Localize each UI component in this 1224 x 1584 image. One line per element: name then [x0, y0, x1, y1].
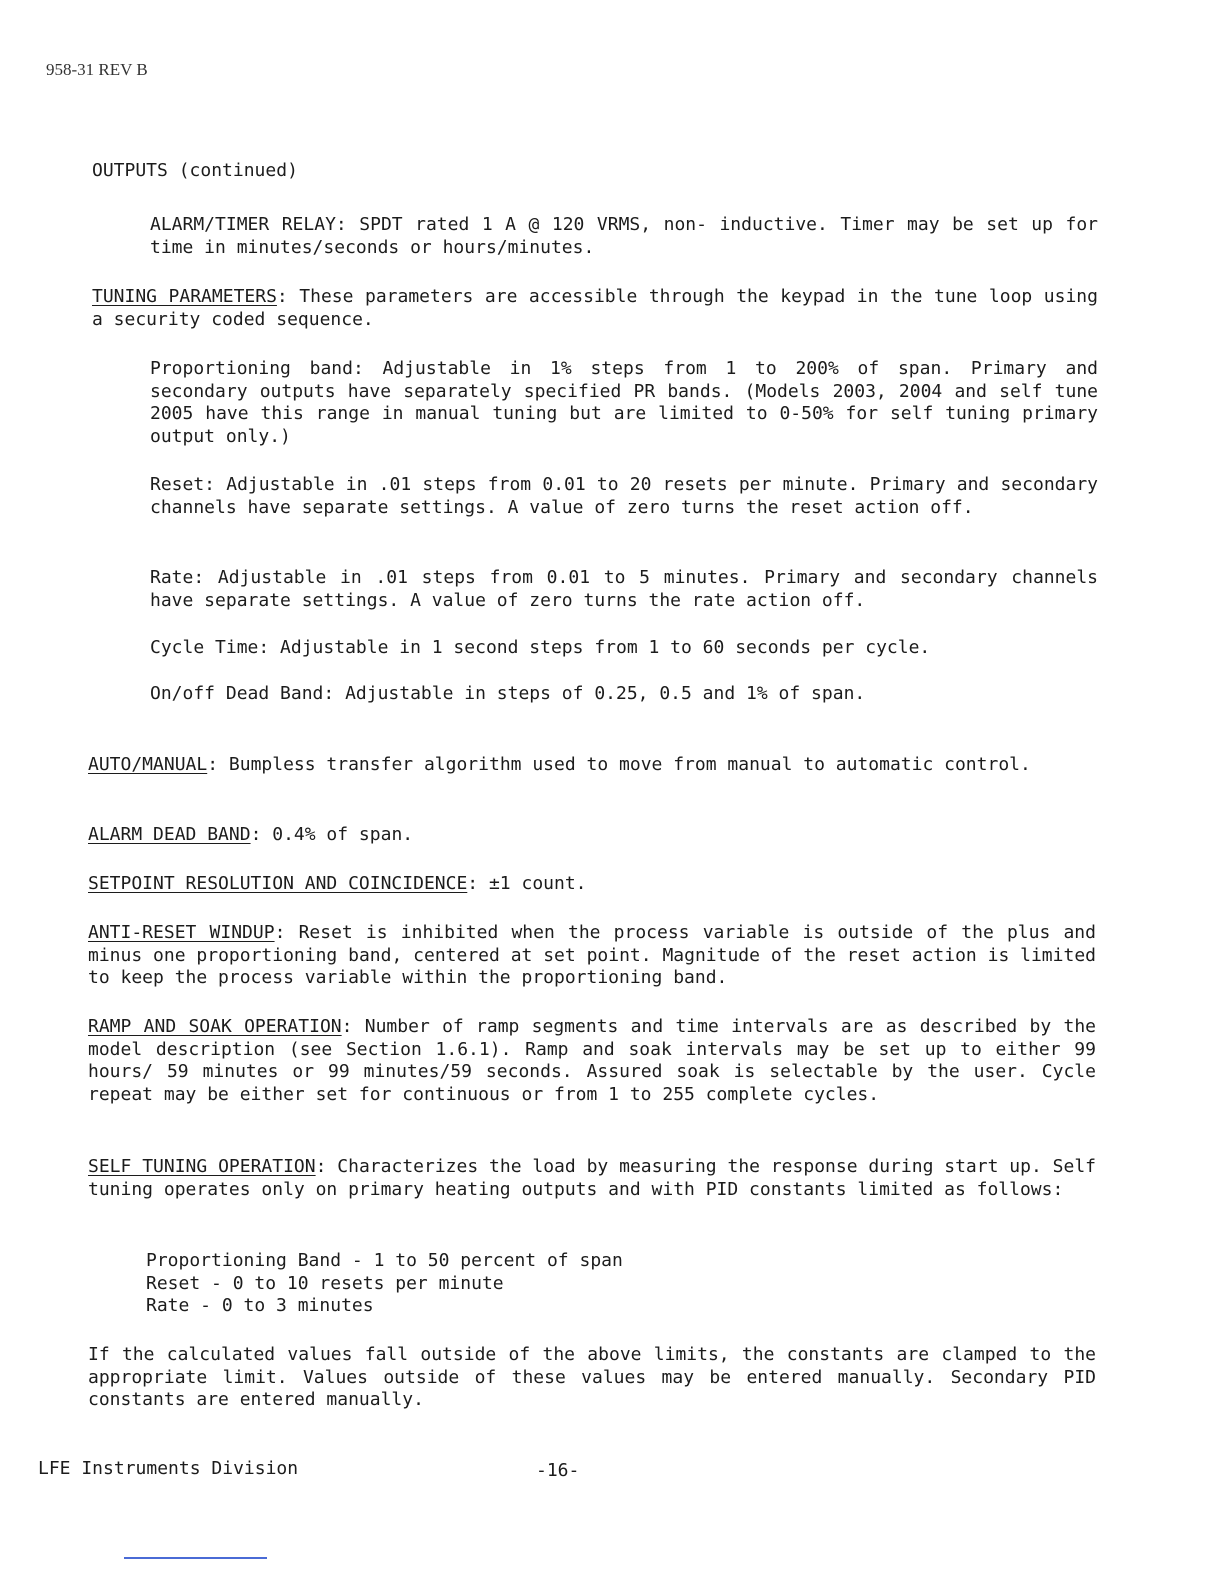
setpoint-label: SETPOINT RESOLUTION AND COINCIDENCE: [88, 873, 468, 894]
reset-paragraph: Reset: Adjustable in .01 steps from 0.01 to 20 resets per minute. Primary and secondary channels have separate settings. A value of zero turns the reset action off.: [150, 474, 1098, 518]
limit-reset: Reset - 0 to 10 resets per minute: [146, 1272, 504, 1294]
rate-paragraph: Rate: Adjustable in .01 steps from 0.01 to 5 minutes. Primary and secondary channels have separate settings. A value of zero turns the rate action off.: [150, 567, 1098, 611]
cycle-time-paragraph: Cycle Time: Adjustable in 1 second steps from 1 to 60 seconds per cycle.: [150, 637, 931, 658]
setpoint-paragraph: [88, 873, 1096, 896]
alarm-timer-relay-label: ALARM/TIMER RELAY:: [150, 214, 347, 235]
self-tuning-text: : Characterizes the load by measuring the response during start up. Self tuning operates only on primary heating outputs and with PID constants limited as follows:: [88, 1156, 1096, 1200]
tuning-parameters-paragraph: [92, 286, 1098, 331]
tuning-parameters-text: : These parameters are accessible through the keypad in the tune loop using a security coded sequence.: [92, 286, 1098, 330]
auto-manual-paragraph: [88, 754, 1096, 777]
anti-reset-windup-label: ANTI-RESET WINDUP: [88, 922, 275, 943]
outputs-continued-heading: OUTPUTS (continued): [92, 160, 298, 181]
tuning-parameters-label: TUNING PARAMETERS: [92, 286, 277, 307]
footer-division: LFE Instruments Division: [38, 1458, 299, 1479]
alarm-timer-relay-text: SPDT rated 1 A @ 120 VRMS, non- inductive. Timer may be set up for time in minutes/seconds or hours/minutes.: [150, 214, 1098, 258]
dead-band-paragraph: On/off Dead Band: Adjustable in steps of 0.25, 0.5 and 1% of span.: [150, 683, 866, 704]
limit-rate: Rate - 0 to 3 minutes: [146, 1295, 374, 1316]
alarm-dead-band-text: : 0.4% of span.: [250, 824, 414, 845]
self-tuning-paragraph: [88, 1156, 1096, 1201]
proportioning-band-paragraph: Proportioning band: Adjustable in 1% steps from 1 to 200% of span. Primary and secondary outputs have separately specified PR bands. (Models 2003, 2004 and self tune 2005 have this range in manual tuning but are limited to 0-50% for self tuning primary output only.): [150, 358, 1098, 447]
anti-reset-windup-paragraph: [88, 922, 1096, 990]
document-id: 958-31 REV B: [46, 60, 148, 79]
limit-proportioning-band: Proportioning Band - 1 to 50 percent of span: [146, 1250, 623, 1271]
self-tuning-limits-list: [146, 1250, 1046, 1318]
ramp-soak-text: : Number of ramp segments and time intervals are as described by the model description (see Section 1.6.1). Ramp and soak intervals may be set up to either 99 hours/ 59 minutes or 99 minutes/59 seconds. Assured soak is selectable by the user. Cycle repeat may be either set for continuous or from 1 to 255 complete cycles.: [88, 1016, 1096, 1105]
closing-paragraph: If the calculated values fall outside of the above limits, the constants are clamped to the appropriate limit. Values outside of these values may be entered manually. Secondary PID constants are entered manually.: [88, 1344, 1096, 1410]
alarm-dead-band-paragraph: [88, 824, 1096, 847]
alarm-timer-relay-paragraph: [150, 214, 1098, 259]
ramp-soak-label: RAMP AND SOAK OPERATION: [88, 1016, 342, 1037]
ramp-soak-paragraph: [88, 1016, 1096, 1106]
self-tuning-label: SELF TUNING OPERATION: [88, 1156, 316, 1177]
setpoint-text: : ±1 count.: [467, 873, 587, 894]
bottom-rule: [124, 1557, 267, 1559]
anti-reset-windup-text: : Reset is inhibited when the process variable is outside of the plus and minus one proportioning band, centered at set point. Magnitude of the reset action is limited to keep the process variable within the proportioning band.: [88, 922, 1096, 988]
page-number: -16-: [536, 1460, 580, 1481]
alarm-dead-band-label: ALARM DEAD BAND: [88, 824, 251, 845]
auto-manual-text: : Bumpless transfer algorithm used to move from manual to automatic control.: [207, 754, 1031, 775]
auto-manual-label: AUTO/MANUAL: [88, 754, 208, 775]
